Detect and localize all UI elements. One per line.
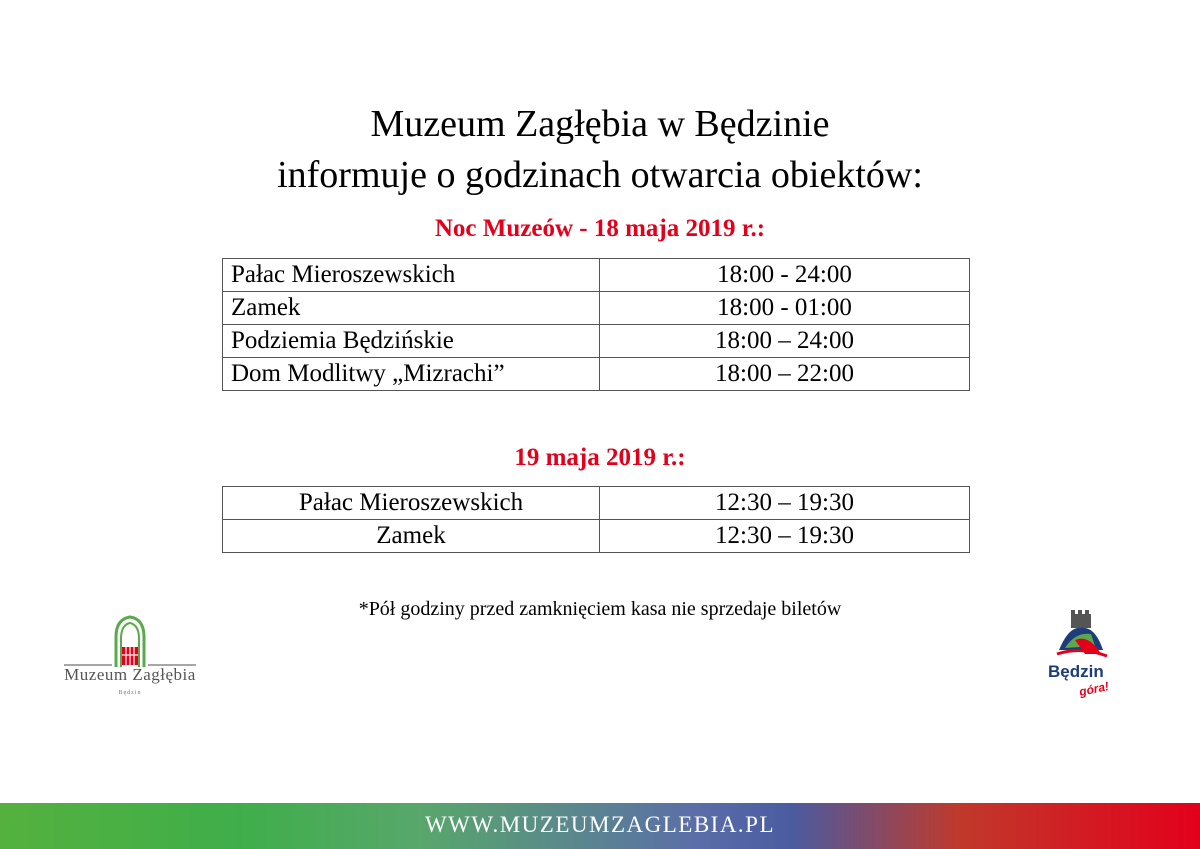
museum-logo-wordmark: Muzeum Zagłębia bbox=[64, 665, 196, 684]
place-cell: Dom Modlitwy „Mizrachi” bbox=[223, 358, 600, 391]
section-title-may-19: 19 maja 2019 r.: bbox=[514, 444, 686, 471]
section-title-night-of-museums: Noc Muzeów - 18 maja 2019 r.: bbox=[434, 215, 766, 242]
hours-cell: 18:00 – 22:00 bbox=[600, 358, 970, 391]
footer-banner bbox=[0, 803, 1200, 849]
table-row bbox=[223, 358, 970, 391]
museum-logo bbox=[60, 615, 200, 695]
bedzin-logo-wordmark: Będzin bbox=[1048, 662, 1104, 681]
hours-cell: 12:30 – 19:30 bbox=[600, 520, 970, 553]
hours-table-may-18 bbox=[222, 258, 970, 391]
place-cell: Zamek bbox=[223, 292, 600, 325]
place-cell: Zamek bbox=[223, 520, 600, 553]
hours-cell: 18:00 - 24:00 bbox=[600, 259, 970, 292]
museum-logo-subtext: Będzin bbox=[118, 690, 142, 696]
bedzin-city-logo bbox=[1045, 610, 1120, 700]
table-row bbox=[223, 487, 970, 520]
gothic-window-icon bbox=[60, 615, 200, 670]
title-line-1: Muzeum Zagłębia w Będzinie bbox=[370, 103, 830, 145]
table-row bbox=[223, 259, 970, 292]
bedzin-logo-tagline: góra! bbox=[1077, 679, 1111, 699]
table-row bbox=[223, 292, 970, 325]
table-row bbox=[223, 520, 970, 553]
place-cell: Podziemia Będzińskie bbox=[223, 325, 600, 358]
table-row bbox=[223, 325, 970, 358]
place-cell: Pałac Mieroszewskich bbox=[223, 487, 600, 520]
place-cell: Pałac Mieroszewskich bbox=[223, 259, 600, 292]
title-line-2: informuje o godzinach otwarcia obiektów: bbox=[277, 154, 923, 196]
hours-cell: 18:00 - 01:00 bbox=[600, 292, 970, 325]
hours-table-may-19 bbox=[222, 486, 970, 553]
hours-cell: 12:30 – 19:30 bbox=[600, 487, 970, 520]
castle-hill-icon bbox=[1045, 610, 1120, 665]
website-url: WWW.MUZEUMZAGLEBIA.PL bbox=[424, 812, 776, 837]
hours-cell: 18:00 – 24:00 bbox=[600, 325, 970, 358]
ticket-office-note: *Pół godziny przed zamknięciem kasa nie sprzedaje biletów bbox=[358, 598, 842, 620]
